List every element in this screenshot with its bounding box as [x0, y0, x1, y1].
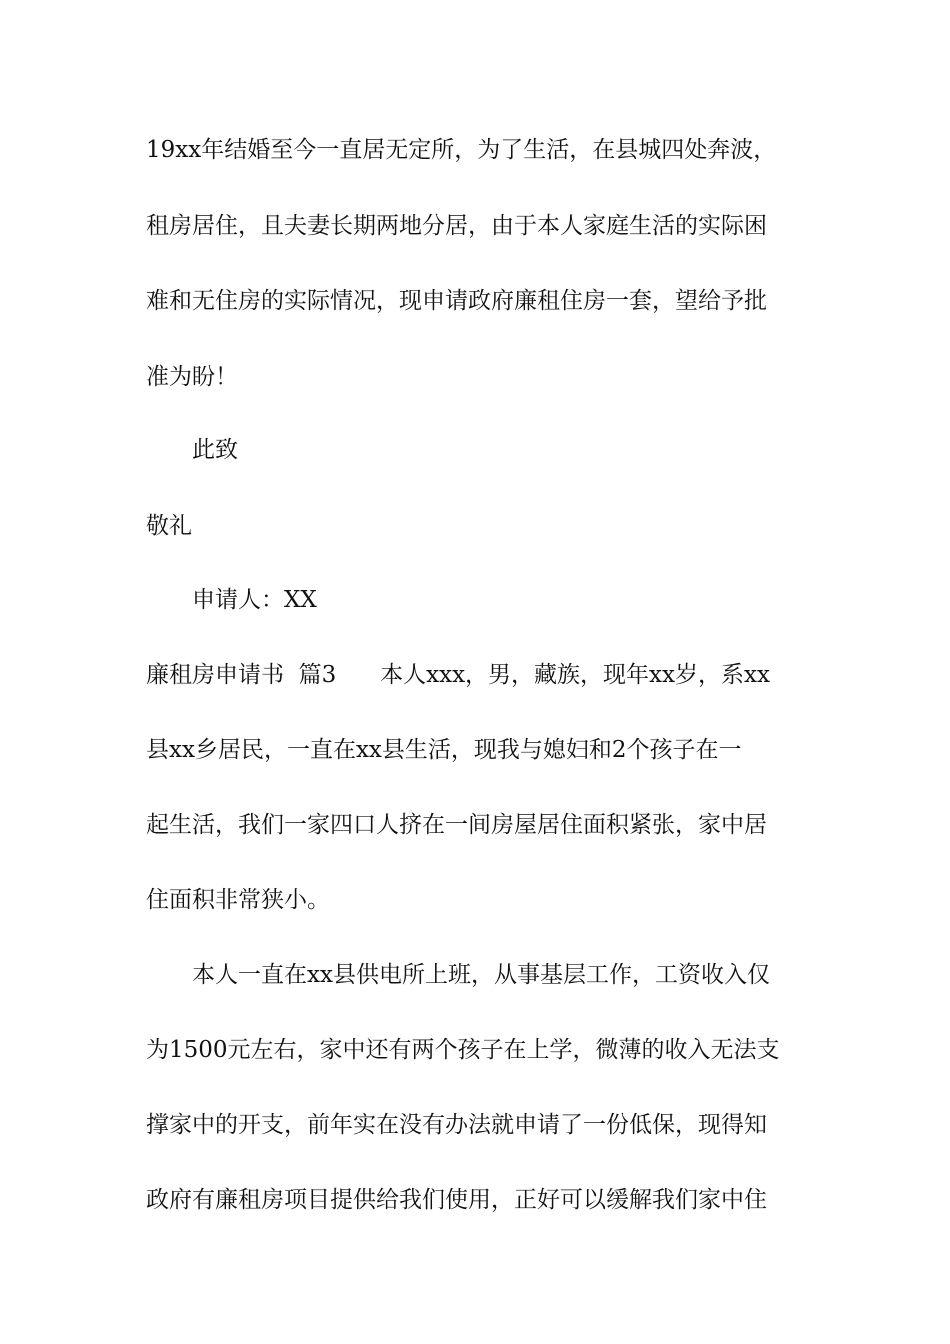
text-line: 难和无住房的实际情况，现申请政府廉租住房一套，望给予批 [146, 288, 767, 314]
text-line: 住面积非常狭小。 [146, 887, 330, 913]
text-line: 撑家中的开支，前年实在没有办法就申请了一份低保，现得知 [146, 1112, 767, 1138]
paragraph-start-line: 本人一直在xx县供电所上班，从事基层工作，工资收入仅 [192, 962, 770, 988]
text-line: 租房居住，且夫妻长期两地分居，由于本人家庭生活的实际困 [146, 213, 767, 239]
text-line: 准为盼！ [146, 364, 238, 390]
text-line: 起生活，我们一家四口人挤在一间房屋居住面积紧张，家中居 [146, 812, 767, 838]
text-line: 县xx乡居民，一直在xx县生活，现我与媳妇和2个孩子在一 [146, 737, 742, 763]
text-line: 19xx年结婚至今一直居无定所，为了生活，在县城四处奔波， [146, 137, 777, 163]
applicant-signature: 申请人：XX [192, 587, 317, 613]
section-heading-line: 廉租房申请书 篇3 本人xxx，男，藏族，现年xx岁，系xx [146, 662, 770, 688]
text-line: 政府有廉租房项目提供给我们使用，正好可以缓解我们家中住 [146, 1187, 767, 1213]
salutation-line: 此致 [192, 437, 238, 463]
salutation-closing: 敬礼 [146, 513, 192, 539]
text-line: 为1500元左右，家中还有两个孩子在上学，微薄的收入无法支 [146, 1037, 780, 1063]
